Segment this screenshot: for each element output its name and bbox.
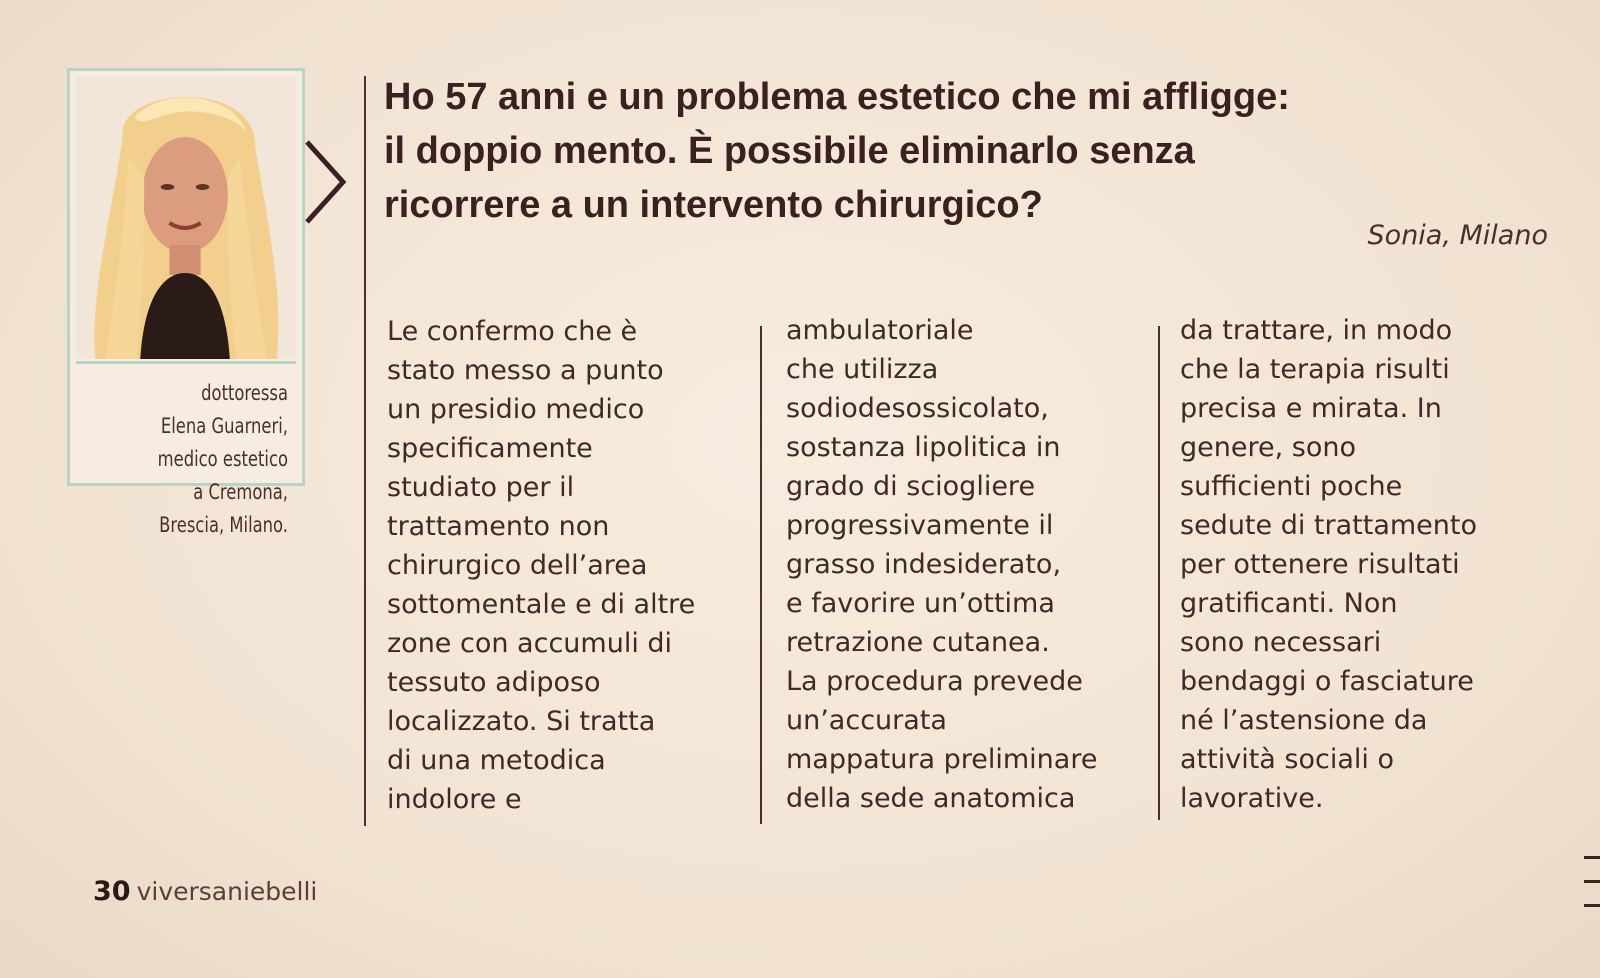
text-line: sostanza lipolitica in (786, 432, 1061, 463)
question-line: ricorrere a un intervento chirurgico? (384, 184, 1043, 226)
text-line: trattamento non (387, 511, 610, 542)
edge-mark (1584, 904, 1600, 907)
text-line: chirurgico dell’area (387, 550, 648, 581)
text-line: sodiodesossicolato, (786, 393, 1049, 424)
text-line: precisa e mirata. In (1180, 393, 1442, 424)
column-rule (364, 76, 366, 826)
text-line: lavorative. (1180, 783, 1324, 814)
text-line: per ottenere risultati (1180, 549, 1460, 580)
text-line: gratificanti. Non (1180, 588, 1398, 619)
doctor-card (67, 68, 305, 537)
text-line: né l’astensione da (1180, 705, 1428, 736)
text-line: un’accurata (786, 705, 947, 736)
text-line: tessuto adiposo (387, 667, 601, 698)
text-line: grasso indesiderato, (786, 549, 1062, 580)
question-line: Ho 57 anni e un problema estetico che mi affligge: (384, 76, 1290, 118)
text-line: Le confermo che è (387, 316, 638, 347)
answer-column-1 (387, 312, 695, 819)
text-line: attività sociali o (1180, 744, 1394, 775)
text-line: grado di sciogliere (786, 471, 1036, 502)
caption-line: dottoressa (201, 381, 288, 405)
text-line: sono necessari (1180, 627, 1382, 658)
doctor-caption (132, 377, 288, 542)
edge-mark (1584, 856, 1600, 859)
text-line: e favorire un’ottima (786, 588, 1055, 619)
caption-line: Brescia, Milano. (159, 513, 288, 537)
question-line: il doppio mento. È possibile eliminarlo senza (384, 130, 1195, 172)
text-line: studiato per il (387, 472, 575, 503)
reader-question (384, 70, 1524, 232)
answer-column-3 (1180, 311, 1477, 818)
text-line: di una metodica (387, 745, 606, 776)
text-line: ambulatoriale (786, 315, 974, 346)
text-line: un presidio medico (387, 394, 645, 425)
edge-mark (1584, 880, 1600, 883)
doctor-photo (76, 77, 296, 359)
text-line: mappatura preliminare (786, 744, 1098, 775)
question-signature: Sonia, Milano (1367, 220, 1548, 251)
text-line: genere, sono (1180, 432, 1356, 463)
text-line: zone con accumuli di (387, 628, 673, 659)
text-line: stato messo a punto (387, 355, 664, 386)
text-line: localizzato. Si tratta (387, 706, 656, 737)
text-line: sedute di trattamento (1180, 510, 1478, 541)
chevron-right-icon (303, 138, 349, 226)
caption-line: medico estetico (157, 447, 288, 471)
text-line: specificamente (387, 433, 593, 464)
text-line: La procedura prevede (786, 666, 1083, 697)
column-rule (760, 326, 762, 824)
card-divider (76, 361, 296, 364)
text-line: della sede anatomica (786, 783, 1076, 814)
text-line: che la terapia risulti (1180, 354, 1450, 385)
text-line: bendaggi o fasciature (1180, 666, 1474, 697)
text-line: indolore e (387, 784, 522, 815)
text-line: sottomentale e di altre (387, 589, 696, 620)
page-number: 30 (93, 876, 131, 907)
answer-column-2 (786, 311, 1097, 818)
text-line: retrazione cutanea. (786, 627, 1050, 658)
page-footer (93, 876, 317, 907)
magazine-name: viversaniebelli (136, 877, 318, 906)
caption-line: a Cremona, (193, 480, 288, 504)
text-line: progressivamente il (786, 510, 1054, 541)
text-line: sufficienti poche (1180, 471, 1403, 502)
column-rule (1158, 326, 1160, 820)
caption-line: Elena Guarneri, (160, 414, 288, 438)
text-line: da trattare, in modo (1180, 315, 1453, 346)
text-line: che utilizza (786, 354, 939, 385)
